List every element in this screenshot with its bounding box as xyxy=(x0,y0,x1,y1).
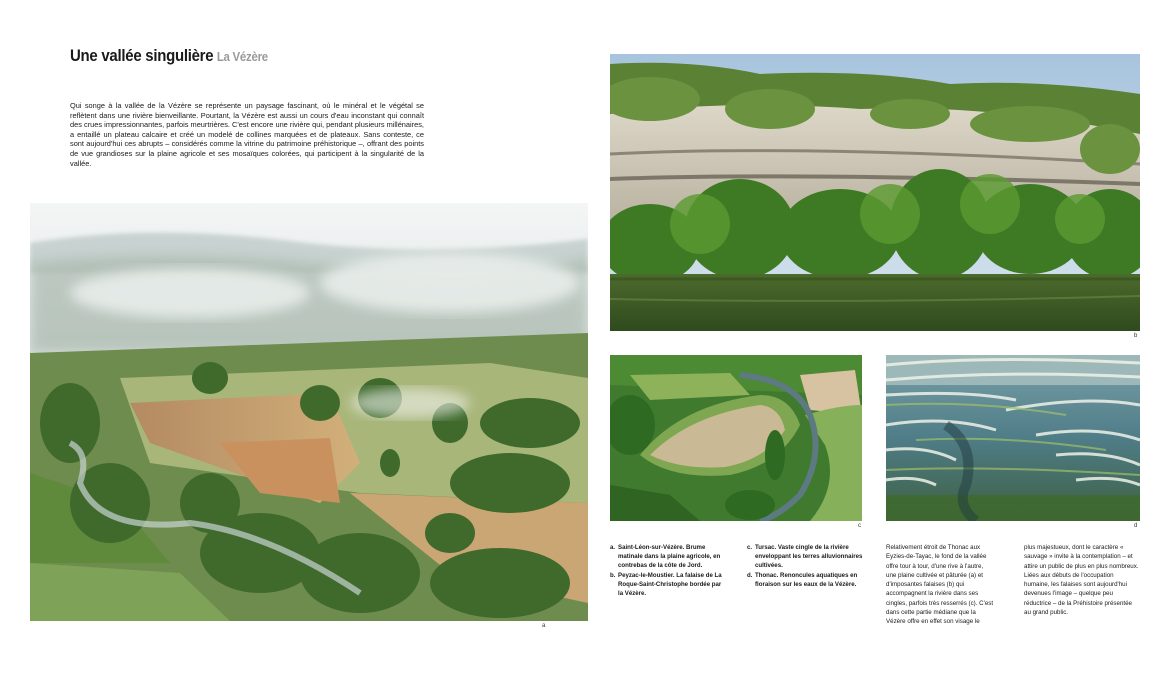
photo-letter-d: d xyxy=(1134,523,1138,529)
caption-d xyxy=(747,571,865,589)
caption-key: d. xyxy=(747,571,753,579)
body-column-1: Relativement étroit de Thonac aux Eyzies-de-Tayac, le fond de la vallée offre tour à tour, d'une rive à l'autre, une plaine cultivée et pâturée (a) et d'imposantes falaises (b) qui accompagnent la rivière dans ses cingles, parfois très resserrés (c). C'est dans cette partie médiane que la Vézère offre en effet son visage le xyxy=(886,544,994,626)
caption-a xyxy=(610,543,728,571)
title-subtitle: La Vézère xyxy=(216,49,268,64)
cliff-river-photo xyxy=(610,54,1140,331)
caption-text: Peyzac-le-Moustier. La falaise de La Roque-Saint-Christophe bordée par la Vézère. xyxy=(618,571,722,598)
caption-key: b. xyxy=(610,571,616,579)
caption-c xyxy=(747,543,865,571)
photo-letter-c: c xyxy=(858,523,861,529)
captions-col-2 xyxy=(747,543,865,589)
page-title xyxy=(70,46,268,66)
caption-b xyxy=(610,571,728,599)
caption-key: c. xyxy=(747,544,753,551)
aerial-meander-photo xyxy=(610,355,862,521)
body-column-2: plus majestueux, dont le caractère « sauvage » invite à la contemplation – et attire un public de plus en plus nombreux. Liées aux débuts de l'occupation humaine, les falaises sont aujourd'hui devenues l'image – quelque peu réductrice – de la Préhistoire présentée au grand public. xyxy=(1024,544,1139,617)
caption-text: Thonac. Renoncules aquatiques en floraison sur les eaux de la Vézère. xyxy=(755,571,858,588)
aerial-misty-valley-photo xyxy=(30,203,588,621)
photo-letter-a: a xyxy=(542,623,546,629)
intro-paragraph: Qui songe à la vallée de la Vézère se représente un paysage fascinant, où le minéral et le végétal se reflètent dans une rivière bienveillante. Pourtant, la Vézère est aussi un cours d'eau inconstant qui connaît des crues impressionnantes, parfois meurtrières. C'est encore une rivière qui, pendant plusieurs millénaires, a entaillé un plateau calcaire et créé un modelé de collines marquées et de plateaux. Sans conteste, ce sont aujourd'hui ces abrupts – considérés comme la vitrine du patrimoine préhistorique –, offrant des points de vue grandioses sur la plaine agricole et ses mosaïques colorées, qui participent à la singularité de la vallée. xyxy=(70,101,424,168)
caption-text: Tursac. Vaste cingle de la rivière enveloppant les terres alluvionnaires cultivées. xyxy=(755,544,863,570)
captions-col-1 xyxy=(610,543,728,598)
title-main: Une vallée singulière xyxy=(70,46,214,65)
caption-text: Saint-Léon-sur-Vézère. Brume matinale dans la plaine agricole, en contrebas de la côte de Jord. xyxy=(618,544,721,570)
photo-letter-b: b xyxy=(1134,333,1138,339)
caption-key: a. xyxy=(610,544,616,551)
aquatic-flowers-photo xyxy=(886,355,1140,521)
